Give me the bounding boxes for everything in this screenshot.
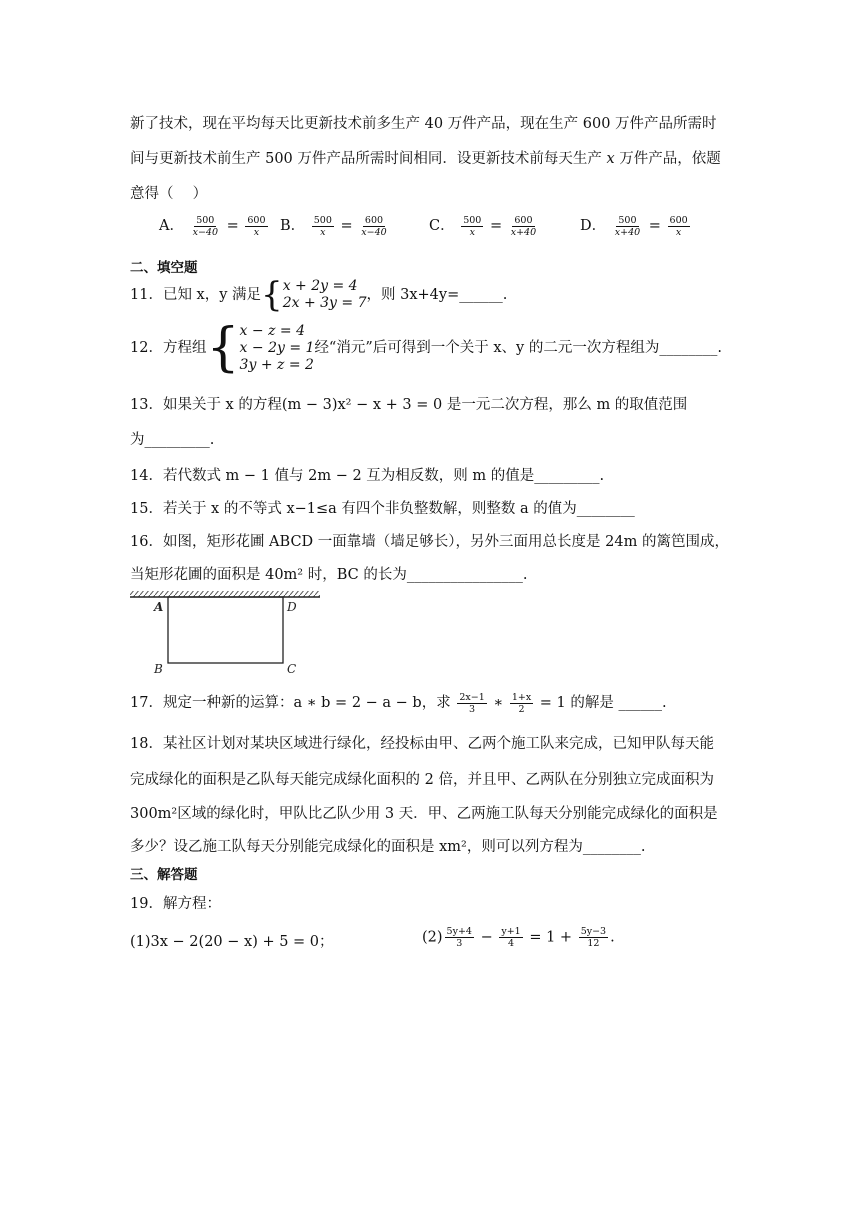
option-c[interactable]: C． $\frac{500}{x}$ = $\frac{600}{x+40}$ bbox=[429, 214, 537, 238]
q18-line1: 18．某社区计划对某块区域进行绿化，经投标由甲、乙两个施工队来完成，已知甲队每天能 bbox=[130, 736, 714, 752]
option-a[interactable]: A． $\frac{500}{x-40}$ = $\frac{600}{x}$ bbox=[159, 214, 266, 238]
label-c: C bbox=[287, 662, 297, 676]
q19-part2: (2) $\frac{5y+4}{3}$ − $\frac{y+1}{4}$ = 1 + $\frac{5y-3}{12}$ . bbox=[422, 926, 615, 949]
q19-title: 19．解方程： bbox=[130, 896, 221, 912]
q13-line2: 为_________. bbox=[130, 432, 215, 448]
q10-line2: 间与更新技术前生产 500 万件产品所需时间相同．设更新技术前每天生产 x 万件产品，依题 bbox=[130, 151, 721, 167]
q15: 15．若关于 x 的不等式 x−1≤a 有四个非负整数解，则整数 a 的值为________ bbox=[130, 501, 635, 517]
q19-part1: (1)3x − 2(20 − x) + 5 = 0； bbox=[130, 934, 334, 950]
option-d[interactable]: D． $\frac{500}{x+40}$ = $\frac{600}{x}$ bbox=[580, 214, 688, 238]
label-b: B bbox=[154, 662, 163, 676]
q14: 14．若代数式 m − 1 值与 2m − 2 互为相反数，则 m 的值是_________. bbox=[130, 468, 605, 484]
q12: 12．方程组 { x − z = 4 x − 2y = 1 3y + z = 2 经“消元”后可得到一个关于 x、y 的二元一次方程组为________. bbox=[130, 318, 722, 378]
q16-line1: 16．如图，矩形花圃 ABCD 一面靠墙（墙足够长），另外三面用总长度是 24m 的篱笆围成， bbox=[130, 534, 729, 550]
q10-line3: 意得（ ） bbox=[130, 186, 208, 202]
q11: 11．已知 x，y 满足 { x + 2y = 4 2x + 3y = 7 ，则 3x+4y=______. bbox=[130, 275, 508, 315]
q10-line1: 新了技术，现在平均每天比更新技术前多生产 40 万件产品，现在生产 600 万件产品所需时 bbox=[130, 116, 717, 132]
q18-line3: 300m²区域的绿化时，甲队比乙队少用 3 天．甲、乙两施工队每天分别能完成绿化的面积是 bbox=[130, 806, 718, 822]
section-title-fill-blank: 二、填空题 bbox=[130, 260, 198, 276]
q17: 17．规定一种新的运算：a ∗ b = 2 − a − b，求 $\frac{2x-1}{3}$ ∗ $\frac{1+x}{2}$ = 1 的解是 ______. bbox=[130, 691, 667, 715]
rectangle-abcd bbox=[168, 597, 283, 663]
q18-line4: 多少？设乙施工队每天分别能完成绿化的面积是 xm²，则可以列方程为________. bbox=[130, 839, 646, 855]
section-title-solve: 三、解答题 bbox=[130, 867, 198, 883]
label-d: D bbox=[287, 600, 297, 614]
label-a: A bbox=[154, 600, 164, 614]
garden-rectangle-figure bbox=[130, 589, 326, 677]
option-b[interactable]: B． $\frac{500}{x}$ = $\frac{600}{x-40}$ bbox=[280, 214, 387, 238]
q18-line2: 完成绿化的面积是乙队每天能完成绿化面积的 2 倍，并且甲、乙两队在分别独立完成面积为 bbox=[130, 772, 714, 788]
q16-line2: 当矩形花圃的面积是 40m² 时，BC 的长为________________. bbox=[130, 567, 528, 583]
wall-hatch bbox=[130, 591, 320, 597]
q13-line1: 13．如果关于 x 的方程(m − 3)x² − x + 3 = 0 是一元二次方程，那么 m 的取值范围 bbox=[130, 397, 688, 413]
